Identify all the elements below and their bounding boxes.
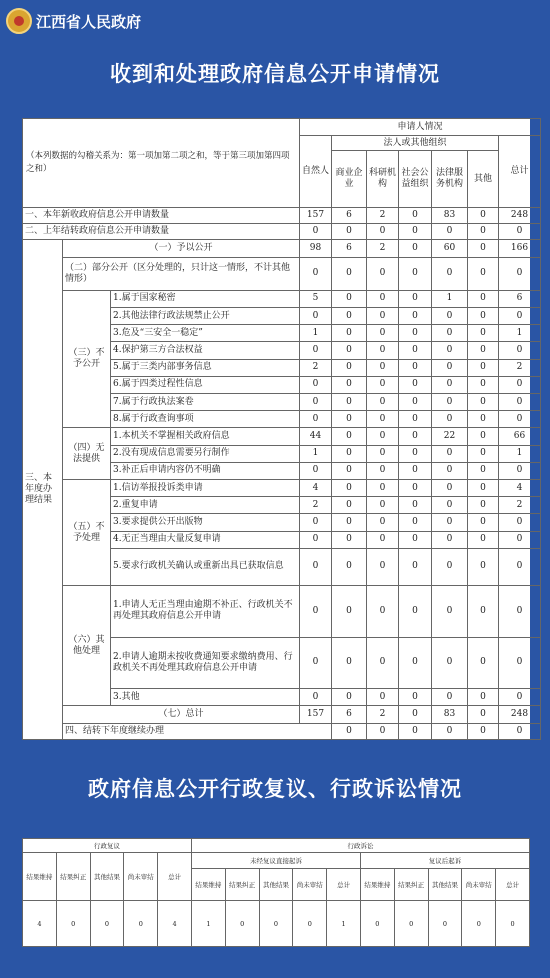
value-cell: 0 [367,342,399,359]
value-cell: 0 [468,308,499,325]
value-cell: 0 [468,290,499,307]
value-cell: 0 [300,514,332,531]
value-cell: 44 [300,428,332,445]
value-cell: 0 [332,514,367,531]
litigation-header: 行政诉讼 [191,839,529,853]
value-cell: 0 [468,224,499,240]
value-cell: 0 [468,240,499,257]
value-cell: 0 [367,445,399,462]
row-label: 一、本年新收政府信息公开申请数量 [23,207,300,223]
row-label: 8.属于行政查询事项 [111,411,300,428]
row-label: 2.其他法律行政法规禁止公开 [111,308,300,325]
table-row [23,901,530,947]
value-cell: 4 [23,901,57,947]
value-cell: 0 [468,376,499,393]
row-label: 3.补正后申请内容仍不明确 [111,462,300,479]
value-cell: 0 [332,479,367,496]
value-cell: 0 [332,445,367,462]
value-cell: 83 [432,207,468,223]
value-cell: 0 [367,394,399,411]
value-cell: 0 [399,637,432,689]
value-cell: 0 [499,637,541,689]
value-cell: 0 [432,689,468,706]
value-cell: 0 [394,901,428,947]
value-cell: 0 [399,706,432,723]
value-cell: 0 [367,637,399,689]
value-cell: 0 [468,723,499,739]
value-cell: 0 [399,325,432,342]
value-cell: 0 [300,411,332,428]
column-header: 结果纠正 [394,869,428,901]
value-cell: 0 [367,689,399,706]
value-cell: 0 [499,308,541,325]
value-cell: 0 [332,637,367,689]
column-header: 结果纠正 [225,869,259,901]
value-cell: 0 [225,901,259,947]
value-cell: 0 [332,224,367,240]
value-cell: 0 [432,462,468,479]
value-cell: 0 [499,531,541,548]
row-label: 2.没有现成信息需要另行制作 [111,445,300,462]
emblem-icon [6,8,32,34]
value-cell: 1 [432,290,468,307]
value-cell: 157 [300,207,332,223]
group-label: （四）无法提供 [63,428,111,480]
value-cell: 2 [367,706,399,723]
table-row [23,853,530,869]
value-cell: 0 [332,394,367,411]
value-cell: 0 [499,411,541,428]
value-cell: 0 [300,376,332,393]
value-cell: 0 [332,325,367,342]
value-cell: 0 [468,586,499,638]
row-label: 1.申请人无正当理由逾期不补正、行政机关不再处理其政府信息公开申请 [111,586,300,638]
row-label: （二）部分公开（区分处理的，只计这一情形，不计其他情形） [63,257,300,290]
value-cell: 0 [432,224,468,240]
value-cell: 0 [432,325,468,342]
value-cell: 0 [367,290,399,307]
row-label: 3.要求提供公开出版物 [111,514,300,531]
value-cell: 0 [399,224,432,240]
value-cell: 0 [332,428,367,445]
value-cell: 0 [300,257,332,290]
value-cell: 98 [300,240,332,257]
table-row [23,839,530,853]
row-label: 1.本机关不掌握相关政府信息 [111,428,300,445]
row-label: 2.申请人逾期未按收费通知要求缴纳费用、行政机关不再处理其政府信息公开申请 [111,637,300,689]
value-cell: 0 [468,207,499,223]
col-business: 商业企业 [332,151,367,208]
value-cell: 0 [259,901,293,947]
value-cell: 0 [367,376,399,393]
applicant-header: 申请人情况 [300,119,541,136]
col-total: 总计 [499,136,541,208]
group-label: （五）不予处理 [63,479,111,585]
value-cell: 6 [332,207,367,223]
table-row [23,479,541,496]
value-cell: 0 [332,689,367,706]
value-cell: 0 [332,411,367,428]
value-cell: 0 [367,224,399,240]
value-cell: 0 [432,342,468,359]
col-legal: 法律服务机构 [432,151,468,208]
value-cell: 0 [468,445,499,462]
value-cell: 0 [499,514,541,531]
value-cell: 0 [499,224,541,240]
value-cell: 0 [432,723,468,739]
value-cell: 0 [399,586,432,638]
value-cell: 0 [300,531,332,548]
value-cell: 0 [367,411,399,428]
value-cell: 0 [399,342,432,359]
value-cell: 0 [90,901,124,947]
review-litigation-table [22,838,530,947]
value-cell: 0 [432,411,468,428]
value-cell: 0 [332,359,367,376]
column-header: 总计 [496,869,530,901]
value-cell: 0 [367,308,399,325]
value-cell: 0 [332,290,367,307]
value-cell: 0 [432,376,468,393]
table-row [23,290,541,307]
value-cell: 66 [499,428,541,445]
value-cell: 0 [332,376,367,393]
value-cell: 1 [300,445,332,462]
value-cell: 0 [332,342,367,359]
column-header: 结果维持 [360,869,394,901]
row-label: 4.无正当理由大量反复申请 [111,531,300,548]
column-header: 结果维持 [23,853,57,901]
value-cell: 0 [399,411,432,428]
value-cell: 0 [499,376,541,393]
value-cell: 0 [432,394,468,411]
value-cell: 0 [432,586,468,638]
value-cell: 0 [499,342,541,359]
value-cell: 0 [56,901,90,947]
value-cell: 0 [399,445,432,462]
value-cell: 157 [300,706,332,723]
value-cell: 248 [499,706,541,723]
value-cell: 4 [499,479,541,496]
column-header: 总计 [327,869,361,901]
value-cell: 2 [300,497,332,514]
value-cell: 0 [468,637,499,689]
value-cell: 22 [432,428,468,445]
applications-table [22,118,541,740]
value-cell: 0 [399,394,432,411]
section-title-applications: 收到和处理政府信息公开申请情况 [110,62,440,86]
value-cell: 0 [300,637,332,689]
value-cell: 0 [300,689,332,706]
value-cell: 0 [468,359,499,376]
review-panel [22,838,530,946]
table-note: （本列数据的勾稽关系为：第一项加第二项之和，等于第三项加第四项之和） [23,119,300,208]
value-cell: 0 [367,359,399,376]
row-label: 四、结转下年度继续办理 [63,723,332,739]
table-row [23,257,541,290]
value-cell: 0 [399,428,432,445]
value-cell: 0 [468,479,499,496]
value-cell: 0 [300,342,332,359]
column-header: 其他结果 [259,869,293,901]
value-cell: 0 [332,497,367,514]
value-cell: 1 [300,325,332,342]
table-row [23,428,541,445]
row-label: （七）总计 [63,706,300,723]
value-cell: 0 [432,531,468,548]
value-cell: 0 [468,514,499,531]
value-cell: 0 [332,723,367,739]
value-cell: 0 [499,462,541,479]
column-header: 尚未审结 [124,853,158,901]
value-cell: 166 [499,240,541,257]
value-cell: 0 [367,428,399,445]
row-label: 2.重复申请 [111,497,300,514]
value-cell: 0 [432,637,468,689]
value-cell: 0 [499,723,541,739]
direct-header: 未经复议直接起诉 [191,853,360,869]
column-header: 尚未审结 [462,869,496,901]
value-cell: 0 [468,394,499,411]
value-cell: 2 [300,359,332,376]
column-header: 结果维持 [191,869,225,901]
value-cell: 0 [468,548,499,585]
column-header: 其他结果 [428,869,462,901]
value-cell: 0 [399,479,432,496]
value-cell: 0 [432,445,468,462]
value-cell: 0 [468,531,499,548]
value-cell: 0 [367,462,399,479]
row-label: 6.属于四类过程性信息 [111,376,300,393]
section-title-review: 政府信息公开行政复议、行政诉讼情况 [88,777,462,801]
value-cell: 0 [496,901,530,947]
row-label: 5.属于三类内部事务信息 [111,359,300,376]
value-cell: 0 [332,586,367,638]
value-cell: 0 [399,514,432,531]
value-cell: 0 [499,257,541,290]
value-cell: 0 [399,240,432,257]
value-cell: 0 [367,514,399,531]
value-cell: 0 [432,514,468,531]
column-header: 总计 [158,853,192,901]
top-bar [0,0,550,50]
value-cell: 4 [158,901,192,947]
column-header: 结果纠正 [56,853,90,901]
value-cell: 0 [399,497,432,514]
value-cell: 0 [367,586,399,638]
value-cell: 0 [367,257,399,290]
value-cell: 0 [300,394,332,411]
value-cell: 0 [462,901,496,947]
row-label: 4.保护第三方合法权益 [111,342,300,359]
value-cell: 5 [300,290,332,307]
row-label: 1.属于国家秘密 [111,290,300,307]
value-cell: 0 [399,257,432,290]
value-cell: 1 [327,901,361,947]
value-cell: 0 [468,689,499,706]
value-cell: 0 [432,479,468,496]
group-label: （三）不予公开 [63,290,111,428]
value-cell: 0 [468,706,499,723]
value-cell: 0 [499,586,541,638]
value-cell: 2 [367,207,399,223]
value-cell: 0 [399,308,432,325]
row-label: （一）予以公开 [63,240,300,257]
value-cell: 0 [428,901,462,947]
row-label: 7.属于行政执法案卷 [111,394,300,411]
value-cell: 6 [332,706,367,723]
value-cell: 0 [300,224,332,240]
table-row [23,586,541,638]
value-cell: 0 [399,723,432,739]
legal-person-header: 法人或其他组织 [332,136,499,151]
value-cell: 0 [124,901,158,947]
row-label: 3.其他 [111,689,300,706]
column-header: 尚未审结 [293,869,327,901]
value-cell: 0 [468,411,499,428]
value-cell: 0 [367,531,399,548]
value-cell: 0 [293,901,327,947]
section-three-label: 三、本年度办理结果 [23,240,63,740]
value-cell: 0 [332,308,367,325]
value-cell: 0 [432,497,468,514]
group-label: （六）其他处理 [63,586,111,706]
value-cell: 0 [432,257,468,290]
value-cell: 0 [468,257,499,290]
col-other: 其他 [468,151,499,208]
value-cell: 0 [432,308,468,325]
col-natural: 自然人 [300,136,332,208]
value-cell: 0 [468,462,499,479]
value-cell: 0 [499,548,541,585]
value-cell: 1 [499,325,541,342]
value-cell: 0 [367,497,399,514]
site-name[interactable]: 江西省人民政府 [36,13,142,31]
row-label: 3.危及“三安全一稳定” [111,325,300,342]
value-cell: 6 [332,240,367,257]
value-cell: 2 [499,359,541,376]
after-header: 复议后起诉 [360,853,529,869]
value-cell: 0 [399,376,432,393]
value-cell: 0 [367,723,399,739]
table-row [23,723,541,739]
value-cell: 0 [432,359,468,376]
value-cell: 0 [367,325,399,342]
value-cell: 0 [332,548,367,585]
row-label: 1.信访举报投诉类申请 [111,479,300,496]
value-cell: 0 [367,479,399,496]
col-research: 科研机构 [367,151,399,208]
value-cell: 0 [432,548,468,585]
row-label: 5.要求行政机关确认或重新出具已获取信息 [111,548,300,585]
value-cell: 0 [360,901,394,947]
value-cell: 2 [499,497,541,514]
value-cell: 0 [399,290,432,307]
value-cell: 1 [499,445,541,462]
value-cell: 83 [432,706,468,723]
applications-panel [22,118,530,740]
value-cell: 0 [300,586,332,638]
value-cell: 0 [332,462,367,479]
row-label: 二、上年结转政府信息公开申请数量 [23,224,300,240]
table-row [23,207,541,223]
value-cell: 4 [300,479,332,496]
value-cell: 1 [191,901,225,947]
column-header: 其他结果 [90,853,124,901]
value-cell: 0 [399,531,432,548]
table-row [23,224,541,240]
value-cell: 0 [399,548,432,585]
value-cell: 0 [468,342,499,359]
value-cell: 60 [432,240,468,257]
value-cell: 2 [367,240,399,257]
table-row [23,706,541,723]
value-cell: 0 [300,308,332,325]
value-cell: 0 [300,462,332,479]
value-cell: 0 [468,325,499,342]
value-cell: 0 [468,497,499,514]
value-cell: 0 [399,689,432,706]
value-cell: 248 [499,207,541,223]
review-header: 行政复议 [23,839,192,853]
value-cell: 0 [499,394,541,411]
value-cell: 0 [468,428,499,445]
value-cell: 0 [399,462,432,479]
table-row [23,240,541,257]
value-cell: 0 [332,257,367,290]
value-cell: 0 [300,548,332,585]
value-cell: 0 [367,548,399,585]
value-cell: 0 [399,207,432,223]
value-cell: 0 [399,359,432,376]
value-cell: 0 [332,531,367,548]
col-social: 社会公益组织 [399,151,432,208]
value-cell: 6 [499,290,541,307]
value-cell: 0 [499,689,541,706]
